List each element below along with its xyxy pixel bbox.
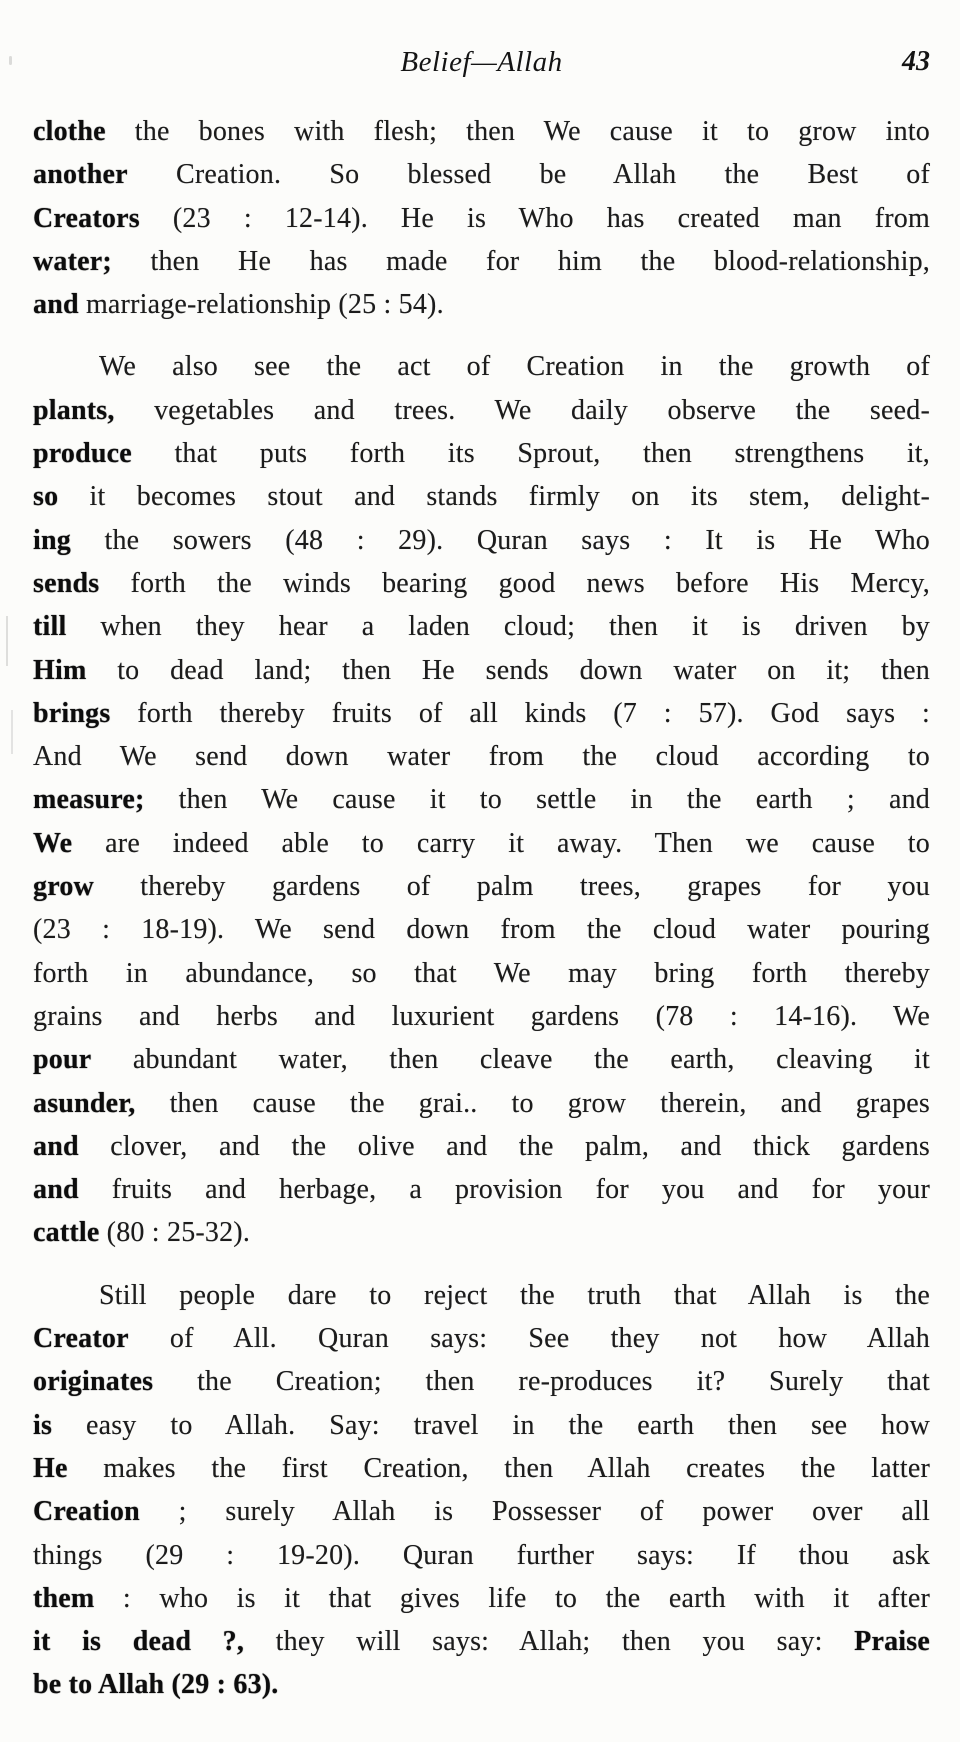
- ink-heavy-text: clothe: [33, 116, 106, 147]
- body-text: then cause the grai.. to grow therein, and grapes: [135, 1087, 930, 1119]
- body-text: things (29 : 19-20). Quran further says: If thou ask: [33, 1539, 930, 1571]
- text-line: [33, 1534, 930, 1577]
- text-line: [33, 432, 930, 475]
- ink-heavy-text: grow: [33, 871, 94, 903]
- body-text: And We send down water from the cloud according to: [33, 741, 930, 773]
- body-text: forth the winds bearing good news before His Mercy,: [99, 567, 930, 599]
- body-text: the Creation; then re-produces it? Surely that: [153, 1366, 930, 1398]
- ink-heavy-text: brings: [33, 697, 111, 729]
- text-line: [33, 1663, 930, 1706]
- text-line: [33, 692, 930, 735]
- body-text: are indeed able to carry it away. Then we cause to: [72, 827, 930, 859]
- page-number: 43: [902, 46, 930, 77]
- text-line: [33, 562, 930, 605]
- ink-heavy-text: and: [33, 289, 79, 321]
- paragraph: [33, 110, 930, 326]
- body-text: when they hear a laden cloud; then it is driven by: [66, 611, 930, 643]
- text-line: [33, 1360, 930, 1403]
- ink-heavy-text: He: [33, 1452, 68, 1484]
- text-line: [33, 605, 930, 648]
- text-line: [33, 519, 930, 562]
- ink-heavy-text: Creators: [33, 202, 140, 234]
- ink-heavy-text: plants,: [33, 394, 115, 426]
- paragraph: [33, 345, 930, 1254]
- text-line: [33, 345, 930, 388]
- ink-heavy-text: ing: [33, 524, 71, 556]
- text-line: [33, 822, 930, 865]
- text-line: [33, 389, 930, 432]
- body-text: (80 : 25-32).: [99, 1217, 251, 1249]
- ink-heavy-text: produce: [33, 438, 132, 470]
- text-line: [33, 153, 930, 196]
- body-text: to dead land; then He sends down water on it; then: [86, 654, 930, 686]
- text-line: [33, 475, 930, 518]
- text-line: [33, 283, 930, 326]
- text-line: [33, 908, 930, 951]
- body-text: that puts forth its Sprout, then strengthens it,: [131, 438, 930, 470]
- body-text: Still people dare to reject the truth that Allah is the: [99, 1279, 930, 1311]
- text-line: [33, 865, 930, 908]
- ink-heavy-text: sends: [33, 567, 100, 599]
- ink-heavy-text: originates: [33, 1366, 154, 1398]
- body-text: : who is it that gives life to the earth with it after: [94, 1582, 930, 1614]
- text-line: [33, 1317, 930, 1360]
- paragraph: [33, 1274, 930, 1707]
- text-line: [33, 1620, 930, 1663]
- ink-heavy-text: it is dead ?,: [33, 1626, 245, 1658]
- body-text: it becomes stout and stands firmly on its stem, delight-: [58, 481, 930, 513]
- body-text: the sowers (48 : 29). Quran says : It is He Who: [70, 524, 930, 556]
- body-text: easy to Allah. Say: travel in the earth then see how: [52, 1409, 930, 1441]
- body-text: the bones with flesh; then We cause it to grow into: [105, 116, 930, 147]
- page-body: [33, 110, 930, 1707]
- text-line: [33, 1274, 930, 1317]
- text-line: [33, 1490, 930, 1533]
- text-line: [33, 1125, 930, 1168]
- text-line: [33, 952, 930, 995]
- body-text: then We cause it to settle in the earth ; and: [144, 784, 930, 816]
- ink-heavy-text: is: [33, 1409, 53, 1441]
- ink-heavy-text: and: [33, 1130, 79, 1162]
- ink-heavy-text: asunder,: [33, 1087, 136, 1119]
- text-line: [33, 735, 930, 778]
- text-line: [33, 1168, 930, 1211]
- body-text: marriage-relationship (25 : 54).: [78, 289, 444, 321]
- body-text: of All. Quran says: See they not how Allah: [128, 1323, 930, 1355]
- ink-heavy-text: water;: [33, 245, 112, 277]
- body-text: We also see the act of Creation in the growth of: [99, 351, 930, 383]
- ink-heavy-text: We: [33, 827, 73, 859]
- ink-heavy-text: measure;: [33, 784, 145, 816]
- text-line: [33, 197, 930, 240]
- text-line: [33, 110, 930, 153]
- ink-heavy-text: Creation: [33, 1496, 140, 1528]
- text-line: [33, 1577, 930, 1620]
- ink-heavy-text: Creator: [33, 1323, 129, 1355]
- scan-artifact: [6, 616, 8, 666]
- body-text: they will says: Allah; then you say:: [244, 1626, 855, 1658]
- body-text: fruits and herbage, a provision for you and for your: [78, 1174, 930, 1206]
- running-header-title: Belief—Allah: [400, 46, 563, 78]
- ink-heavy-text: them: [33, 1582, 95, 1614]
- body-text: (23 : 18-19). We send down from the cloud water pouring: [33, 914, 930, 946]
- ink-heavy-text: Him: [33, 654, 87, 686]
- text-line: [33, 240, 930, 283]
- ink-heavy-text: another: [33, 159, 128, 191]
- body-text: makes the first Creation, then Allah creates the latter: [67, 1452, 930, 1484]
- ink-heavy-text: pour: [33, 1044, 92, 1076]
- text-line: [33, 1404, 930, 1447]
- ink-heavy-text: Praise: [854, 1626, 931, 1658]
- text-line: [33, 778, 930, 821]
- scan-artifact: [9, 56, 12, 65]
- text-line: [33, 1211, 930, 1254]
- body-text: Creation. So blessed be Allah the Best of: [127, 159, 930, 191]
- body-text: forth thereby fruits of all kinds (7 : 57). God says :: [110, 697, 930, 729]
- ink-heavy-text: cattle: [33, 1217, 100, 1249]
- page-content: [33, 0, 930, 1707]
- body-text: clover, and the olive and the palm, and thick gardens: [78, 1130, 930, 1162]
- ink-heavy-text: so: [33, 481, 59, 513]
- text-line: [33, 649, 930, 692]
- text-line: [33, 1038, 930, 1081]
- text-line: [33, 995, 930, 1038]
- body-text: (23 : 12-14). He is Who has created man from: [139, 202, 930, 234]
- body-text: grains and herbs and luxurient gardens (78 : 14-16). We: [33, 1000, 930, 1032]
- ink-heavy-text: till: [33, 611, 67, 643]
- body-text: forth in abundance, so that We may bring forth thereby: [33, 957, 930, 989]
- text-line: [33, 1082, 930, 1125]
- text-line: [33, 1447, 930, 1490]
- ink-heavy-text: and: [33, 1174, 79, 1206]
- ink-heavy-text: be to Allah (29 : 63).: [33, 1669, 279, 1701]
- body-text: thereby gardens of palm trees, grapes for you: [93, 871, 930, 903]
- body-text: vegetables and trees. We daily observe the seed-: [114, 394, 930, 426]
- body-text: ; surely Allah is Possesser of power over all: [139, 1496, 930, 1528]
- scan-artifact: [11, 710, 13, 754]
- body-text: abundant water, then cleave the earth, cleaving it: [91, 1044, 930, 1076]
- body-text: then He has made for him the blood-relationship,: [111, 245, 930, 277]
- running-header: [33, 0, 930, 82]
